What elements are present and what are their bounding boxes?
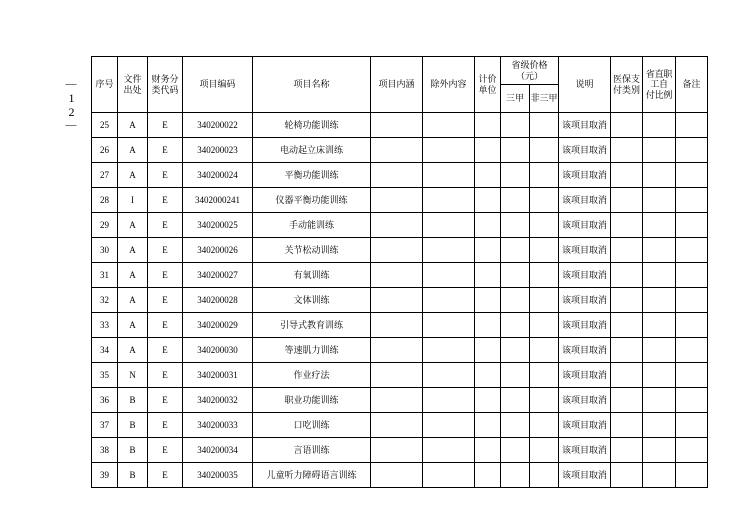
cell-item-name: 作业疗法 <box>253 363 371 388</box>
cell-item-content <box>371 163 423 188</box>
cell-seq: 30 <box>92 238 118 263</box>
cell-price-tier-b <box>530 438 559 463</box>
cell-item-content <box>371 438 423 463</box>
cell-item-code: 340200025 <box>183 213 253 238</box>
cell-price-unit <box>475 263 501 288</box>
table-row <box>92 288 708 313</box>
cell-price-unit <box>475 163 501 188</box>
table-body <box>92 113 708 488</box>
cell-item-code: 340200024 <box>183 163 253 188</box>
cell-item-code: 340200028 <box>183 288 253 313</box>
cell-price-tier-b <box>530 263 559 288</box>
column-header-province-price: 省级价格 （元） <box>501 57 559 85</box>
cell-price-tier-b <box>530 213 559 238</box>
cell-finance-code: E <box>148 413 183 438</box>
cell-remark <box>676 463 708 488</box>
cell-exclusion <box>423 413 475 438</box>
cell-provincial-pay-ratio <box>643 138 676 163</box>
table-header <box>92 57 708 113</box>
cell-price-unit <box>475 363 501 388</box>
cell-exclusion <box>423 188 475 213</box>
cell-price-tier-b <box>530 288 559 313</box>
cell-doc-source: A <box>118 238 148 263</box>
cell-provincial-pay-ratio <box>643 288 676 313</box>
cell-seq: 32 <box>92 288 118 313</box>
table-row <box>92 338 708 363</box>
cell-price-unit <box>475 113 501 138</box>
cell-insurance-type <box>611 163 643 188</box>
cell-price-unit <box>475 138 501 163</box>
cell-provincial-pay-ratio <box>643 413 676 438</box>
cell-seq: 38 <box>92 438 118 463</box>
table-row <box>92 263 708 288</box>
table-row <box>92 163 708 188</box>
cell-insurance-type <box>611 463 643 488</box>
cell-doc-source: B <box>118 463 148 488</box>
cell-price-unit <box>475 438 501 463</box>
cell-seq: 28 <box>92 188 118 213</box>
cell-finance-code: E <box>148 313 183 338</box>
cell-price-tier-b <box>530 413 559 438</box>
price-catalog-table <box>91 56 708 488</box>
cell-item-content <box>371 463 423 488</box>
cell-item-code: 340200027 <box>183 263 253 288</box>
cell-price-tier-a <box>501 388 530 413</box>
cell-price-unit <box>475 463 501 488</box>
page-number-dash-top: — <box>65 78 77 90</box>
cell-note: 该项目取消 <box>559 163 611 188</box>
cell-price-unit <box>475 388 501 413</box>
cell-seq: 33 <box>92 313 118 338</box>
cell-exclusion <box>423 313 475 338</box>
cell-exclusion <box>423 138 475 163</box>
cell-finance-code: E <box>148 363 183 388</box>
column-header-provincial-pay-ratio: 省直职 工自 付比例 <box>643 57 676 113</box>
cell-item-name: 轮椅功能训练 <box>253 113 371 138</box>
cell-exclusion <box>423 438 475 463</box>
cell-note: 该项目取消 <box>559 413 611 438</box>
cell-provincial-pay-ratio <box>643 213 676 238</box>
column-header-note: 说明 <box>559 57 611 113</box>
cell-finance-code: E <box>148 438 183 463</box>
cell-remark <box>676 338 708 363</box>
cell-exclusion <box>423 213 475 238</box>
cell-exclusion <box>423 338 475 363</box>
cell-finance-code: E <box>148 138 183 163</box>
cell-price-unit <box>475 338 501 363</box>
cell-exclusion <box>423 163 475 188</box>
column-header-item-content: 项目内涵 <box>371 57 423 113</box>
cell-note: 该项目取消 <box>559 388 611 413</box>
cell-item-code: 340200035 <box>183 463 253 488</box>
cell-item-content <box>371 388 423 413</box>
cell-price-tier-b <box>530 463 559 488</box>
cell-note: 该项目取消 <box>559 338 611 363</box>
cell-doc-source: A <box>118 163 148 188</box>
cell-finance-code: E <box>148 113 183 138</box>
cell-item-code: 340200033 <box>183 413 253 438</box>
cell-doc-source: B <box>118 388 148 413</box>
cell-insurance-type <box>611 388 643 413</box>
cell-item-name: 言语训练 <box>253 438 371 463</box>
cell-doc-source: B <box>118 413 148 438</box>
cell-price-tier-b <box>530 338 559 363</box>
cell-item-code: 340200031 <box>183 363 253 388</box>
cell-item-name: 引导式教育训练 <box>253 313 371 338</box>
cell-item-name: 手动能训练 <box>253 213 371 238</box>
cell-remark <box>676 438 708 463</box>
column-header-price-tier-a: 三甲 <box>501 85 530 113</box>
cell-price-tier-a <box>501 313 530 338</box>
cell-seq: 27 <box>92 163 118 188</box>
cell-price-tier-a <box>501 288 530 313</box>
cell-remark <box>676 113 708 138</box>
cell-doc-source: A <box>118 263 148 288</box>
cell-insurance-type <box>611 288 643 313</box>
cell-provincial-pay-ratio <box>643 338 676 363</box>
cell-price-tier-a <box>501 363 530 388</box>
cell-exclusion <box>423 263 475 288</box>
cell-item-name: 儿童听力障碍语言训练 <box>253 463 371 488</box>
cell-remark <box>676 288 708 313</box>
cell-price-tier-a <box>501 238 530 263</box>
cell-price-unit <box>475 213 501 238</box>
cell-exclusion <box>423 288 475 313</box>
cell-note: 该项目取消 <box>559 188 611 213</box>
table-row <box>92 388 708 413</box>
cell-price-tier-b <box>530 363 559 388</box>
cell-provincial-pay-ratio <box>643 113 676 138</box>
cell-seq: 26 <box>92 138 118 163</box>
cell-price-unit <box>475 313 501 338</box>
cell-doc-source: A <box>118 113 148 138</box>
cell-seq: 25 <box>92 113 118 138</box>
cell-item-name: 有氧训练 <box>253 263 371 288</box>
cell-exclusion <box>423 113 475 138</box>
cell-note: 该项目取消 <box>559 288 611 313</box>
cell-provincial-pay-ratio <box>643 313 676 338</box>
column-header-exclusion: 除外内容 <box>423 57 475 113</box>
column-header-item-name: 项目名称 <box>253 57 371 113</box>
cell-remark <box>676 238 708 263</box>
cell-provincial-pay-ratio <box>643 463 676 488</box>
cell-item-code: 340200023 <box>183 138 253 163</box>
cell-provincial-pay-ratio <box>643 363 676 388</box>
cell-remark <box>676 388 708 413</box>
cell-note: 该项目取消 <box>559 213 611 238</box>
cell-remark <box>676 313 708 338</box>
cell-finance-code: E <box>148 238 183 263</box>
cell-insurance-type <box>611 263 643 288</box>
cell-price-tier-a <box>501 113 530 138</box>
cell-provincial-pay-ratio <box>643 238 676 263</box>
cell-doc-source: A <box>118 313 148 338</box>
cell-finance-code: E <box>148 188 183 213</box>
cell-exclusion <box>423 388 475 413</box>
page-number-dash-bottom: — <box>65 119 77 131</box>
table-row <box>92 113 708 138</box>
cell-item-content <box>371 213 423 238</box>
cell-price-unit <box>475 238 501 263</box>
cell-remark <box>676 413 708 438</box>
cell-price-tier-a <box>501 413 530 438</box>
column-header-finance-code: 财务分 类代码 <box>148 57 183 113</box>
cell-provincial-pay-ratio <box>643 263 676 288</box>
cell-provincial-pay-ratio <box>643 163 676 188</box>
cell-doc-source: A <box>118 338 148 363</box>
cell-doc-source: I <box>118 188 148 213</box>
cell-seq: 36 <box>92 388 118 413</box>
cell-item-name: 平衡功能训练 <box>253 163 371 188</box>
cell-insurance-type <box>611 313 643 338</box>
cell-item-name: 电动起立床训练 <box>253 138 371 163</box>
cell-item-content <box>371 238 423 263</box>
cell-remark <box>676 163 708 188</box>
table-row <box>92 363 708 388</box>
cell-finance-code: E <box>148 338 183 363</box>
cell-insurance-type <box>611 438 643 463</box>
cell-remark <box>676 263 708 288</box>
table-row <box>92 238 708 263</box>
cell-finance-code: E <box>148 263 183 288</box>
cell-finance-code: E <box>148 163 183 188</box>
cell-seq: 39 <box>92 463 118 488</box>
column-header-seq: 序号 <box>92 57 118 113</box>
column-header-item-code: 项目编码 <box>183 57 253 113</box>
cell-finance-code: E <box>148 388 183 413</box>
cell-note: 该项目取消 <box>559 363 611 388</box>
cell-price-tier-a <box>501 463 530 488</box>
cell-item-content <box>371 188 423 213</box>
cell-item-code: 340200032 <box>183 388 253 413</box>
cell-doc-source: A <box>118 213 148 238</box>
cell-finance-code: E <box>148 463 183 488</box>
cell-price-tier-b <box>530 138 559 163</box>
cell-note: 该项目取消 <box>559 113 611 138</box>
cell-insurance-type <box>611 188 643 213</box>
cell-remark <box>676 188 708 213</box>
cell-item-code: 3402000241 <box>183 188 253 213</box>
table-row <box>92 313 708 338</box>
table-row <box>92 463 708 488</box>
cell-insurance-type <box>611 213 643 238</box>
cell-doc-source: A <box>118 288 148 313</box>
cell-item-content <box>371 363 423 388</box>
page-number-value: 12 <box>64 91 79 119</box>
cell-price-tier-b <box>530 388 559 413</box>
cell-finance-code: E <box>148 213 183 238</box>
cell-provincial-pay-ratio <box>643 438 676 463</box>
cell-price-tier-b <box>530 113 559 138</box>
table-row <box>92 188 708 213</box>
column-header-doc-source: 文件 出处 <box>118 57 148 113</box>
cell-item-content <box>371 413 423 438</box>
cell-price-tier-a <box>501 338 530 363</box>
cell-price-tier-a <box>501 138 530 163</box>
cell-price-tier-a <box>501 213 530 238</box>
cell-item-name: 等速肌力训练 <box>253 338 371 363</box>
cell-price-unit <box>475 288 501 313</box>
cell-price-unit <box>475 413 501 438</box>
cell-remark <box>676 363 708 388</box>
column-header-remark: 备注 <box>676 57 708 113</box>
cell-note: 该项目取消 <box>559 463 611 488</box>
cell-item-content <box>371 138 423 163</box>
page-number <box>58 80 84 130</box>
cell-exclusion <box>423 463 475 488</box>
cell-note: 该项目取消 <box>559 238 611 263</box>
table-row <box>92 413 708 438</box>
cell-price-unit <box>475 188 501 213</box>
cell-note: 该项目取消 <box>559 263 611 288</box>
cell-provincial-pay-ratio <box>643 388 676 413</box>
cell-item-content <box>371 313 423 338</box>
cell-insurance-type <box>611 413 643 438</box>
cell-insurance-type <box>611 338 643 363</box>
table-row <box>92 138 708 163</box>
cell-note: 该项目取消 <box>559 438 611 463</box>
cell-seq: 31 <box>92 263 118 288</box>
cell-finance-code: E <box>148 288 183 313</box>
table-row <box>92 213 708 238</box>
cell-item-name: 仪器平衡功能训练 <box>253 188 371 213</box>
cell-item-content <box>371 263 423 288</box>
cell-doc-source: A <box>118 138 148 163</box>
cell-item-content <box>371 288 423 313</box>
column-header-insurance-type: 医保支 付类别 <box>611 57 643 113</box>
cell-item-code: 340200026 <box>183 238 253 263</box>
cell-price-tier-b <box>530 163 559 188</box>
cell-item-code: 340200022 <box>183 113 253 138</box>
cell-price-tier-a <box>501 188 530 213</box>
cell-seq: 34 <box>92 338 118 363</box>
cell-doc-source: B <box>118 438 148 463</box>
cell-item-name: 关节松动训练 <box>253 238 371 263</box>
cell-price-tier-a <box>501 438 530 463</box>
cell-seq: 35 <box>92 363 118 388</box>
cell-insurance-type <box>611 363 643 388</box>
cell-remark <box>676 213 708 238</box>
cell-remark <box>676 138 708 163</box>
cell-price-tier-a <box>501 263 530 288</box>
cell-doc-source: N <box>118 363 148 388</box>
cell-seq: 37 <box>92 413 118 438</box>
column-header-price-unit: 计价 单位 <box>475 57 501 113</box>
cell-exclusion <box>423 363 475 388</box>
cell-price-tier-a <box>501 163 530 188</box>
cell-item-name: 口吃训练 <box>253 413 371 438</box>
table-header-row-1 <box>92 57 708 85</box>
cell-insurance-type <box>611 113 643 138</box>
cell-price-tier-b <box>530 238 559 263</box>
cell-note: 该项目取消 <box>559 138 611 163</box>
cell-price-tier-b <box>530 313 559 338</box>
cell-insurance-type <box>611 238 643 263</box>
table-row <box>92 438 708 463</box>
cell-item-code: 340200030 <box>183 338 253 363</box>
cell-item-code: 340200029 <box>183 313 253 338</box>
cell-insurance-type <box>611 138 643 163</box>
cell-provincial-pay-ratio <box>643 188 676 213</box>
cell-item-code: 340200034 <box>183 438 253 463</box>
cell-seq: 29 <box>92 213 118 238</box>
cell-item-content <box>371 113 423 138</box>
cell-item-name: 职业功能训练 <box>253 388 371 413</box>
cell-price-tier-b <box>530 188 559 213</box>
cell-item-content <box>371 338 423 363</box>
column-header-price-tier-b: 非三甲 <box>530 85 559 113</box>
cell-note: 该项目取消 <box>559 313 611 338</box>
cell-exclusion <box>423 238 475 263</box>
cell-item-name: 文体训练 <box>253 288 371 313</box>
